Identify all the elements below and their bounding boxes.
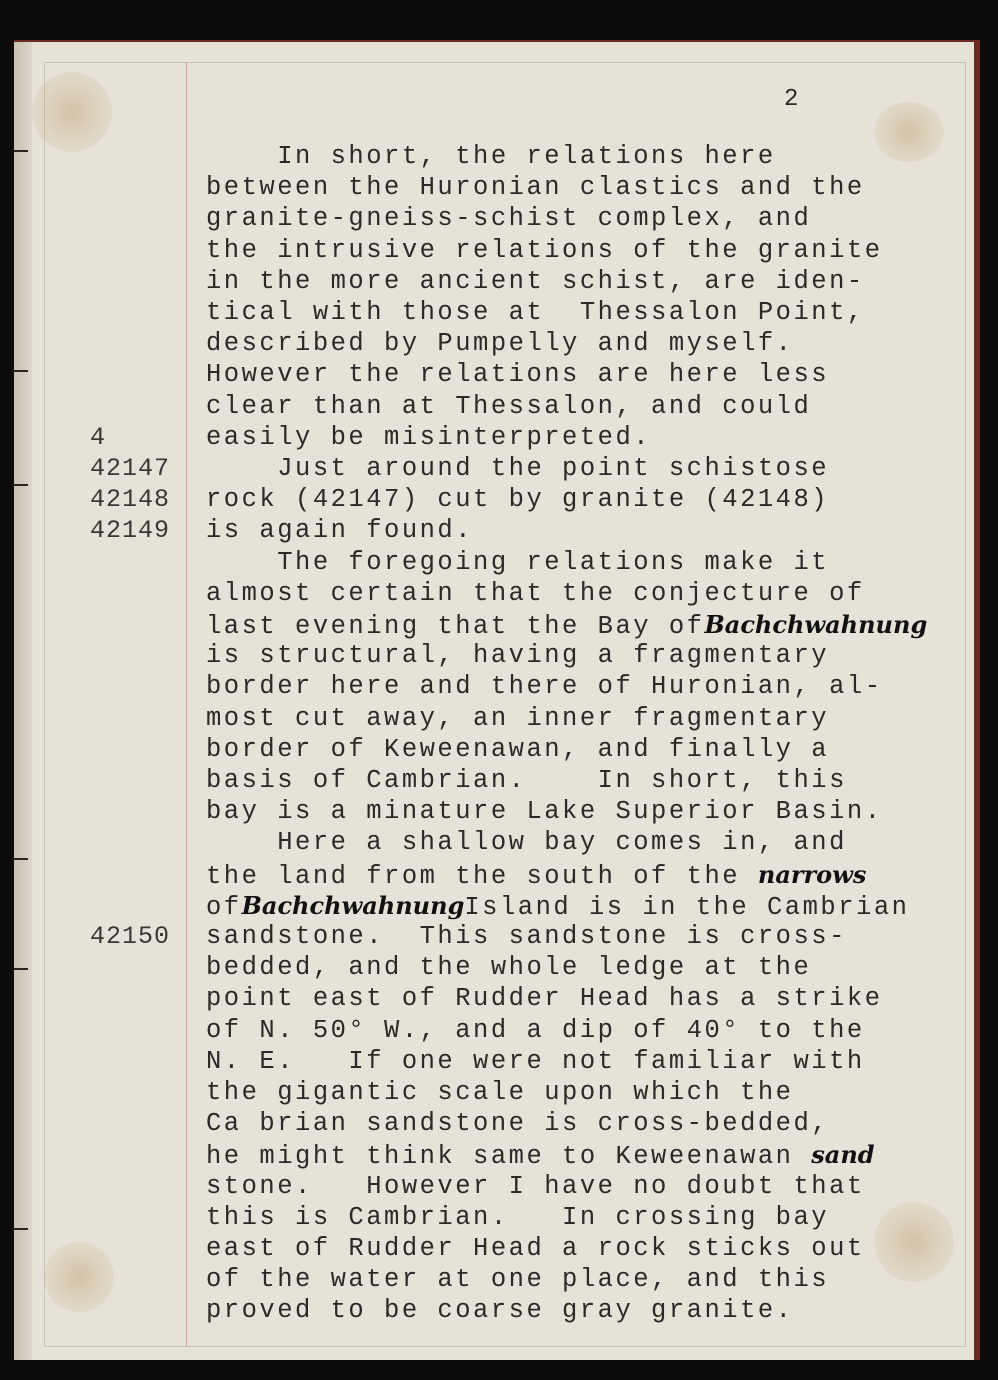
text-line bbox=[206, 1047, 865, 1076]
text-line bbox=[206, 392, 811, 421]
typed-text: described by Pumpelly and myself. bbox=[206, 329, 794, 359]
text-line bbox=[206, 860, 866, 891]
text-line bbox=[206, 548, 829, 577]
text-line bbox=[206, 173, 865, 202]
text-line bbox=[206, 454, 829, 483]
text-line bbox=[206, 142, 776, 171]
binding-mark bbox=[14, 150, 28, 152]
text-line bbox=[206, 610, 927, 641]
typed-text: of bbox=[206, 892, 242, 922]
typed-text: Here a shallow bay comes in, and bbox=[206, 828, 847, 858]
binding-mark bbox=[14, 858, 28, 860]
text-line bbox=[206, 1140, 875, 1171]
stain bbox=[874, 102, 944, 162]
typed-text: most cut away, an inner fragmentary bbox=[206, 703, 830, 733]
text-line bbox=[206, 672, 883, 701]
text-line bbox=[206, 797, 883, 826]
text-line bbox=[206, 735, 829, 764]
text-line bbox=[206, 1265, 829, 1294]
margin-rule bbox=[186, 62, 187, 1347]
text-line bbox=[206, 1078, 793, 1107]
typed-text: basis of Cambrian. In short, this bbox=[206, 766, 847, 795]
text-line bbox=[206, 891, 909, 922]
binding-mark bbox=[14, 968, 28, 970]
typed-text: The foregoing relations make it bbox=[206, 547, 830, 577]
typed-text: almost certain that the conjecture of bbox=[206, 578, 865, 608]
text-line bbox=[206, 1296, 793, 1325]
handwritten-sand: sand bbox=[811, 1140, 875, 1170]
margin-specimen-number: 42147 bbox=[90, 454, 171, 483]
document-page bbox=[14, 42, 980, 1360]
text-line bbox=[206, 1172, 865, 1201]
text-line bbox=[206, 953, 811, 982]
text-line bbox=[206, 329, 793, 358]
typed-text: bay is a minature Lake Superior Basin. bbox=[206, 797, 883, 827]
text-line bbox=[206, 828, 847, 857]
typed-text: he might think same to Keweenawan bbox=[206, 1142, 812, 1172]
binding-mark bbox=[14, 1228, 28, 1230]
text-line bbox=[206, 984, 883, 1013]
typed-text: border of Keweenawan, and finally a bbox=[206, 734, 830, 764]
typed-text: In short, the relations here bbox=[206, 142, 776, 171]
typed-text: in the more ancient schist, are iden- bbox=[206, 266, 865, 296]
typed-text: is structural, having a fragmentary bbox=[206, 641, 830, 671]
text-line bbox=[206, 267, 865, 296]
text-line bbox=[206, 423, 651, 452]
typed-text: east of Rudder Head a rock sticks out bbox=[206, 1234, 865, 1263]
typed-text: tical with those at Thessalon Point, bbox=[206, 298, 865, 327]
page-number: 2 bbox=[784, 86, 799, 113]
margin-specimen-number: 42150 bbox=[90, 922, 171, 951]
typed-text: granite-gneiss-schist complex, and bbox=[206, 204, 812, 234]
stain bbox=[32, 72, 112, 152]
typed-text: sandstone. This sandstone is cross- bbox=[206, 922, 847, 951]
stain bbox=[874, 1202, 954, 1282]
typed-text: proved to be coarse gray granite. bbox=[206, 1296, 794, 1326]
text-line bbox=[206, 360, 829, 389]
typed-text: the intrusive relations of the granite bbox=[206, 235, 883, 265]
typed-text: the gigantic scale upon which the bbox=[206, 1078, 794, 1107]
margin-specimen-number: 42149 bbox=[90, 516, 171, 546]
text-line bbox=[206, 1234, 865, 1263]
typed-text: Just around the point schistose bbox=[206, 454, 830, 483]
text-line bbox=[206, 236, 883, 265]
typed-text: However the relations are here less bbox=[206, 360, 830, 390]
typed-text: last evening that the Bay of bbox=[206, 612, 705, 641]
stain bbox=[44, 1242, 114, 1312]
text-line bbox=[206, 1016, 865, 1045]
text-line bbox=[206, 704, 829, 733]
text-line bbox=[206, 485, 829, 514]
typed-text: rock (42147) cut by granite (42148) bbox=[206, 485, 830, 515]
margin-specimen-number: 42148 bbox=[90, 485, 171, 515]
typed-text: of N. 50° W., and a dip of 40° to the bbox=[206, 1015, 865, 1045]
typed-text: stone. However I have no doubt that bbox=[206, 1171, 865, 1201]
handwritten-narrows: narrows bbox=[757, 859, 867, 889]
typed-text: Ca brian sandstone is cross-bedded, bbox=[206, 1109, 830, 1139]
typed-text: clear than at Thessalon, and could bbox=[206, 391, 812, 421]
typed-text: is again found. bbox=[206, 516, 474, 546]
margin-specimen-number: 4 bbox=[90, 422, 107, 452]
typed-text: between the Huronian clastics and the bbox=[206, 173, 865, 203]
text-line bbox=[206, 204, 811, 233]
binding-mark bbox=[14, 484, 28, 486]
text-line bbox=[206, 516, 473, 545]
typed-text: bedded, and the whole ledge at the bbox=[206, 953, 812, 983]
typed-text: easily be misinterpreted. bbox=[206, 422, 652, 452]
typed-text: this is Cambrian. In crossing bay bbox=[206, 1202, 830, 1232]
text-line bbox=[206, 1203, 829, 1232]
typed-text: Island is in the Cambrian bbox=[464, 892, 910, 922]
text-line bbox=[206, 579, 865, 608]
typed-text: of the water at one place, and this bbox=[206, 1265, 830, 1295]
text-line bbox=[206, 298, 865, 327]
text-line bbox=[206, 922, 847, 951]
handwritten-island-name: Bachchwahnung bbox=[241, 890, 465, 920]
typed-text: N. E. If one were not familiar with bbox=[206, 1046, 865, 1076]
binding-mark bbox=[14, 370, 28, 372]
typed-text: border here and there of Huronian, al- bbox=[206, 672, 883, 702]
handwritten-bay-name: Bachchwahnung bbox=[704, 610, 928, 639]
text-line bbox=[206, 766, 847, 795]
typed-text: the land from the south of the bbox=[206, 861, 758, 891]
text-line bbox=[206, 641, 829, 670]
text-line bbox=[206, 1109, 829, 1138]
typed-text: point east of Rudder Head has a strike bbox=[206, 984, 883, 1014]
